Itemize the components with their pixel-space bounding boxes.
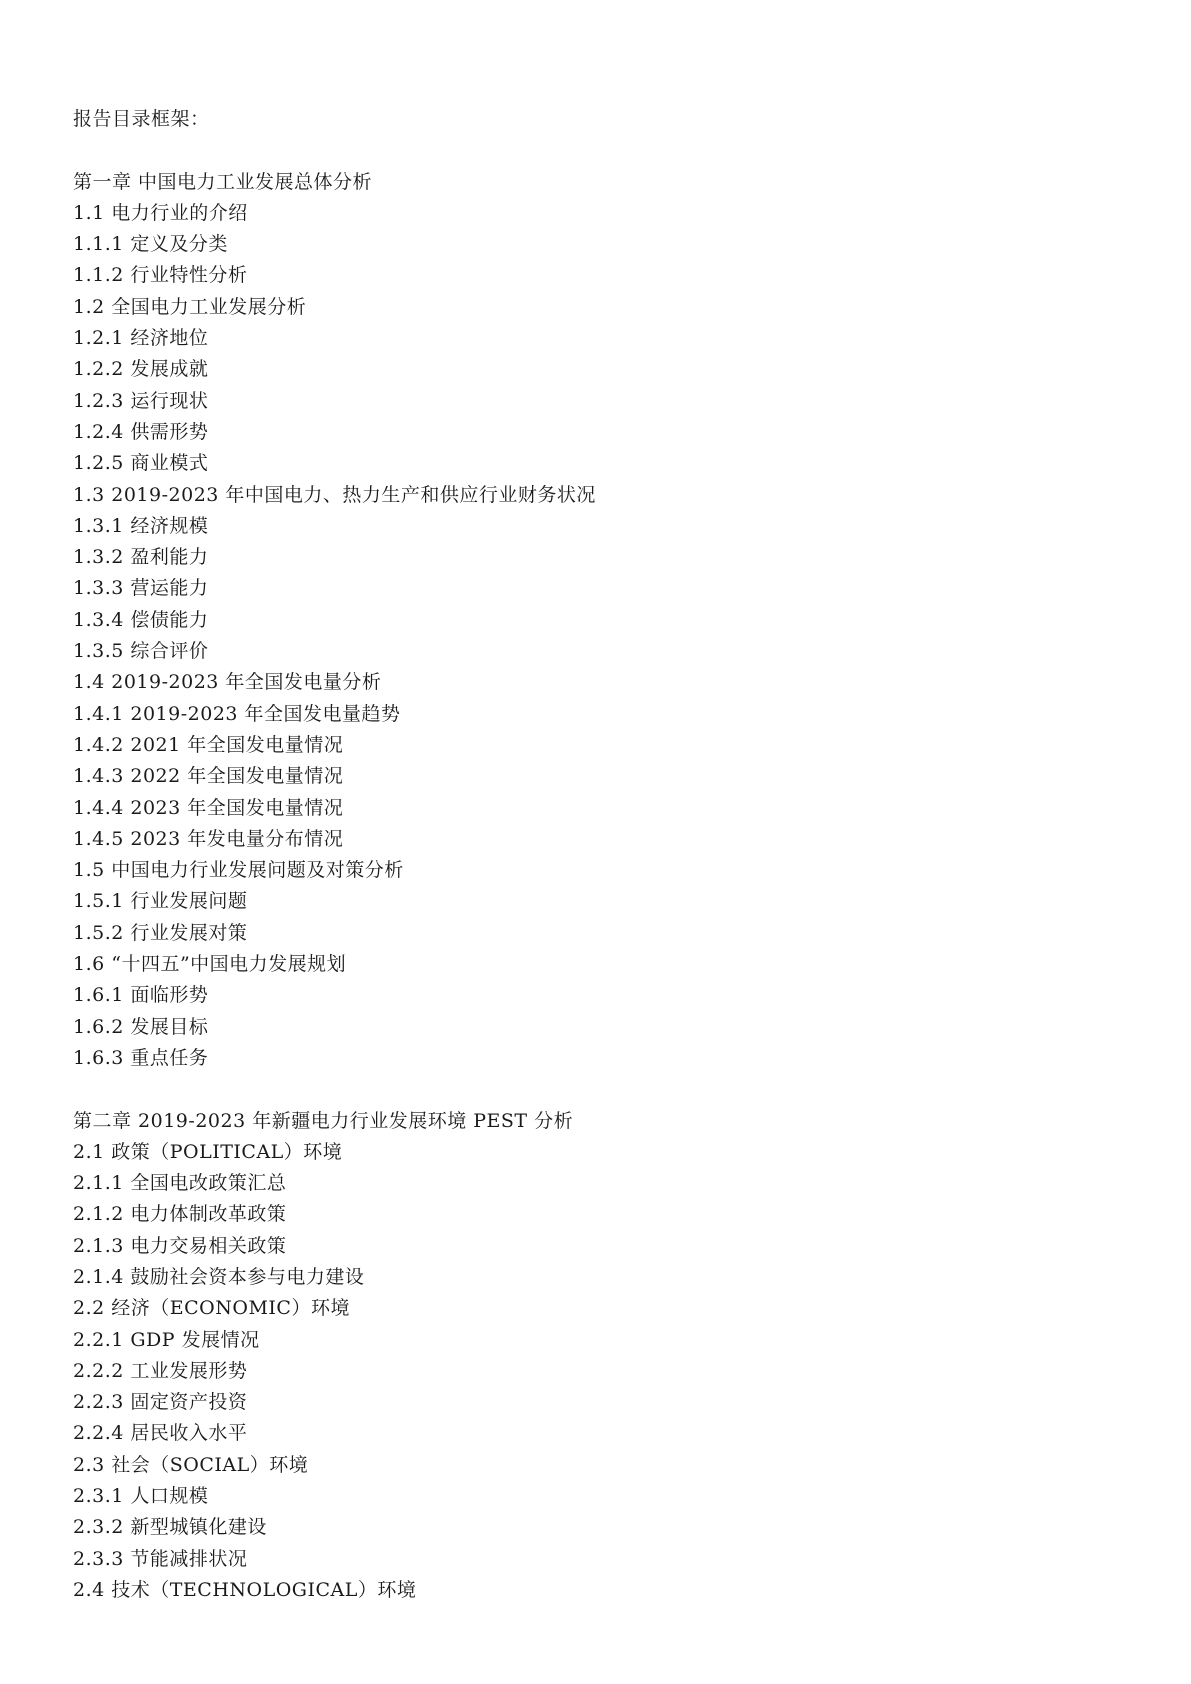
blank-line (73, 1074, 1133, 1105)
toc-entry: 2.3.3 节能减排状况 (73, 1547, 248, 1570)
toc-entry: 2.1.2 电力体制改革政策 (73, 1203, 287, 1226)
toc-entry: 2.3 社会（SOCIAL）环境 (73, 1453, 309, 1476)
chapter-section (73, 1106, 1133, 1607)
toc-entry: 1.5.1 行业发展问题 (73, 890, 248, 913)
toc-entry: 1.3.3 营运能力 (73, 577, 209, 600)
toc-entry: 1.1.1 定义及分类 (73, 233, 228, 256)
chapter-title: 第二章 2019-2023 年新疆电力行业发展环境 PEST 分析 (73, 1109, 574, 1132)
toc-entry: 1.2.1 经济地位 (73, 327, 209, 350)
report-contents (73, 104, 1133, 1606)
toc-entry: 1.3.4 偿债能力 (73, 608, 209, 631)
toc-entry: 2.2.3 固定资产投资 (73, 1391, 248, 1414)
toc-entry: 2.1.4 鼓励社会资本参与电力建设 (73, 1265, 365, 1288)
toc-entry: 1.4.4 2023 年全国发电量情况 (73, 796, 344, 819)
chapter-title: 第一章 中国电力工业发展总体分析 (73, 170, 373, 193)
toc-entry: 2.1.3 电力交易相关政策 (73, 1234, 287, 1257)
toc-entry: 1.2.2 发展成就 (73, 358, 209, 381)
toc-entry: 1.4.5 2023 年发电量分布情况 (73, 827, 344, 850)
chapter-list (73, 167, 1133, 1607)
toc-entry: 1.6 “十四五”中国电力发展规划 (73, 953, 347, 976)
toc-entry: 1.3.1 经济规模 (73, 514, 209, 537)
toc-entry: 1.6.2 发展目标 (73, 1015, 209, 1038)
toc-entry: 1.4.1 2019-2023 年全国发电量趋势 (73, 702, 401, 725)
toc-entry: 1.4.2 2021 年全国发电量情况 (73, 733, 344, 756)
toc-entry: 2.1.1 全国电改政策汇总 (73, 1172, 287, 1195)
toc-entry: 1.6.1 面临形势 (73, 984, 209, 1007)
toc-entry: 1.3.2 盈利能力 (73, 546, 209, 569)
toc-entry: 1.2 全国电力工业发展分析 (73, 295, 307, 318)
toc-entry: 2.3.1 人口规模 (73, 1485, 209, 1508)
toc-entry: 2.2.2 工业发展形势 (73, 1359, 248, 1382)
report-heading: 报告目录框架： (73, 108, 210, 130)
toc-entry: 2.2.1 GDP 发展情况 (73, 1328, 260, 1351)
toc-entry: 1.4 2019-2023 年全国发电量分析 (73, 671, 382, 694)
toc-entry: 2.1 政策（POLITICAL）环境 (73, 1140, 343, 1163)
chapter-section (73, 167, 1133, 1075)
toc-entry: 1.5 中国电力行业发展问题及对策分析 (73, 859, 404, 882)
toc-entry: 1.4.3 2022 年全国发电量情况 (73, 765, 344, 788)
toc-entry: 1.2.3 运行现状 (73, 389, 209, 412)
toc-entry: 1.3 2019-2023 年中国电力、热力生产和供应行业财务状况 (73, 483, 596, 506)
toc-entry: 1.6.3 重点任务 (73, 1046, 209, 1069)
toc-entry: 1.1.2 行业特性分析 (73, 264, 248, 287)
toc-entry: 2.2.4 居民收入水平 (73, 1422, 248, 1445)
blank-line (73, 135, 1133, 166)
toc-entry: 1.2.5 商业模式 (73, 452, 209, 475)
toc-entry: 1.2.4 供需形势 (73, 420, 209, 443)
toc-entry: 1.5.2 行业发展对策 (73, 921, 248, 944)
toc-entry: 2.4 技术（TECHNOLOGICAL）环境 (73, 1578, 417, 1601)
toc-entry: 1.3.5 综合评价 (73, 640, 209, 663)
toc-entry: 2.3.2 新型城镇化建设 (73, 1516, 267, 1539)
toc-entry: 1.1 电力行业的介绍 (73, 201, 248, 224)
toc-entry: 2.2 经济（ECONOMIC）环境 (73, 1297, 350, 1320)
